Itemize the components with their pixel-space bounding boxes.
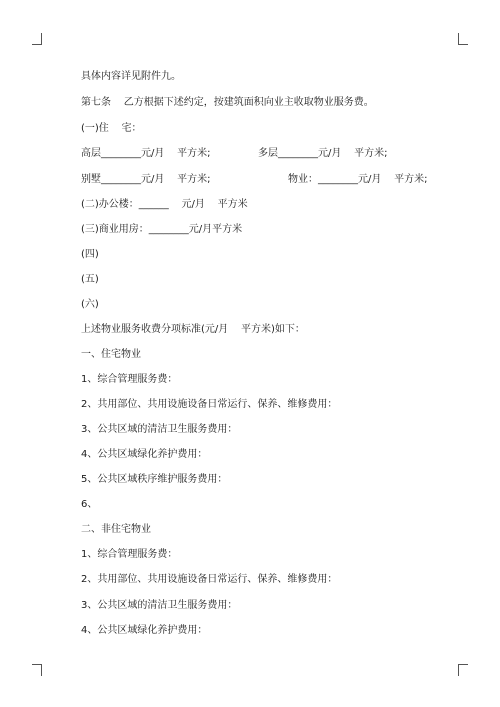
list-item: 4、公共区域绿化养护费用： bbox=[81, 625, 208, 636]
crop-mark-top-left bbox=[32, 33, 42, 45]
article-7: 第七条 乙方根据下述约定，按建筑面积向业主收取物业服务费。 bbox=[81, 97, 374, 108]
section-nonresidential-title: 二、非住宅物业 bbox=[81, 524, 151, 535]
list-item: 3、公共区域的清洁卫生服务费用： bbox=[81, 424, 238, 435]
list-item: 1、综合管理服务费： bbox=[81, 374, 178, 385]
fee-wuye: 物业：________元/月 平方米; bbox=[288, 174, 428, 185]
residential-heading: (一)住 宅： bbox=[81, 123, 142, 134]
intro-line: 具体内容详见附件九。 bbox=[81, 71, 181, 82]
crop-mark-bottom-left bbox=[32, 664, 42, 676]
item-6: (六) bbox=[81, 299, 99, 310]
list-item: 4、公共区域绿化养护费用： bbox=[81, 449, 208, 460]
list-item: 3、公共区域的清洁卫生服务费用： bbox=[81, 600, 238, 611]
fee-commercial: (三)商业用房：________元/月平方米 bbox=[81, 224, 243, 235]
section-residential-title: 一、住宅物业 bbox=[81, 349, 141, 360]
list-item: 1、综合管理服务费： bbox=[81, 549, 178, 560]
list-item: 2、共用部位、共用设施设备日常运行、保养、维修费用： bbox=[81, 574, 338, 585]
list-item: 6、 bbox=[81, 499, 98, 510]
fee-office: (二)办公楼：______ 元/月 平方米 bbox=[81, 199, 248, 210]
item-5: (五) bbox=[81, 274, 99, 285]
fee-gaoceng: 高层________元/月 平方米; bbox=[81, 148, 211, 159]
item-4: (四) bbox=[81, 249, 99, 260]
fee-duoceng: 多层________元/月 平方米; bbox=[258, 148, 388, 159]
list-item: 2、共用部位、共用设施设备日常运行、保养、维修费用： bbox=[81, 399, 338, 410]
fee-bieshu: 别墅________元/月 平方米; bbox=[81, 174, 211, 185]
list-item: 5、公共区域秩序维护服务费用： bbox=[81, 474, 228, 485]
fee-standard-line: 上述物业服务收费分项标准(元/月 平方米)如下： bbox=[81, 324, 305, 335]
crop-mark-top-right bbox=[458, 33, 468, 45]
crop-mark-bottom-right bbox=[458, 664, 468, 676]
